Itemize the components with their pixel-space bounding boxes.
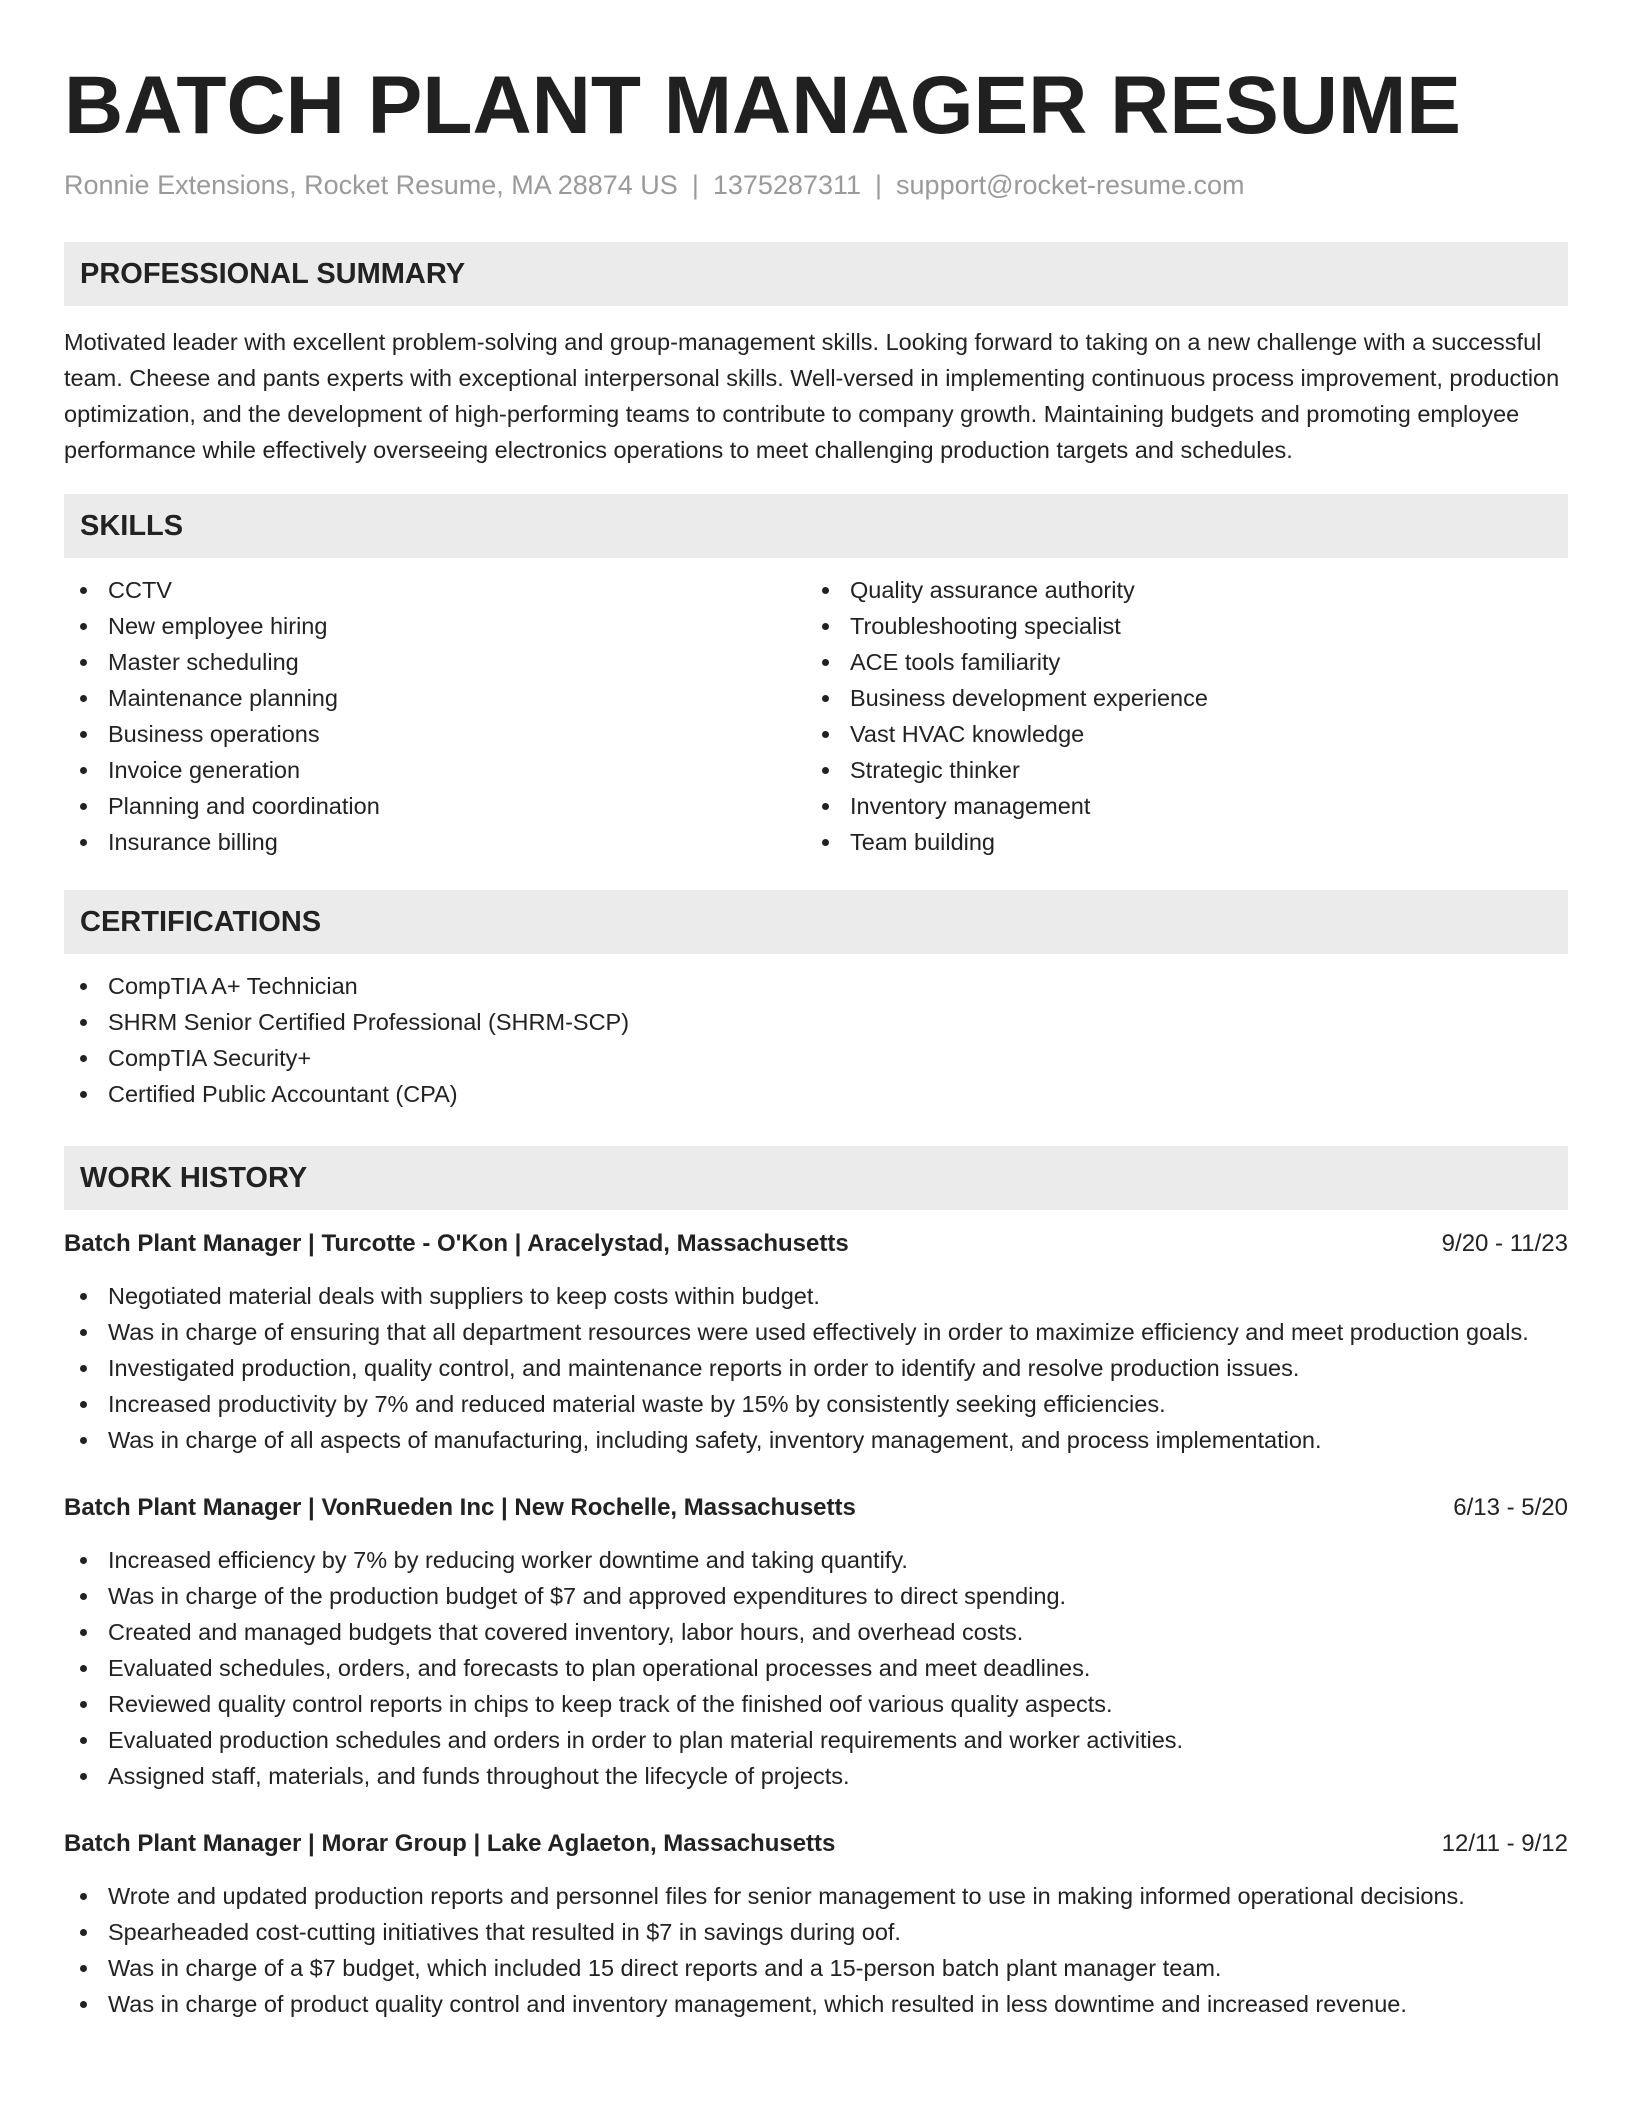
job-entry [64,1490,1568,1794]
job-bullet: Created and managed budgets that covered inventory, labor hours, and overhead costs. [64,1614,1568,1650]
certification-item: CompTIA Security+ [64,1040,1568,1076]
job-header [64,1826,1568,1862]
skill-item: Planning and coordination [64,788,806,824]
summary-heading: PROFESSIONAL SUMMARY [64,242,1568,306]
job-bullet: Was in charge of all aspects of manufacturing, including safety, inventory management, and process implementation. [64,1422,1568,1458]
certification-item: SHRM Senior Certified Professional (SHRM-SCP) [64,1004,1568,1040]
skill-item: Business development experience [806,680,1548,716]
resume-title: BATCH PLANT MANAGER RESUME [64,60,1462,151]
skill-item: Insurance billing [64,824,806,860]
skill-item: Invoice generation [64,752,806,788]
job-title: Batch Plant Manager | VonRueden Inc | New Rochelle, Massachusetts [64,1494,856,1521]
job-dates: 6/13 - 5/20 [1453,1494,1568,1521]
skill-item: ACE tools familiarity [806,644,1548,680]
job-bullet: Wrote and updated production reports and personnel files for senior management to use in making informed operational decisions. [64,1878,1568,1914]
job-bullets [64,1542,1568,1794]
summary-text: Motivated leader with excellent problem-solving and group-management skills. Looking forward to taking on a new challenge with a successful team. Cheese and pants experts with exceptional interpersonal skills. Well-versed in implementing continuous process improvement, production optimization, and the development of high-performing teams to contribute to company growth. Maintaining budgets and promoting employee performance while effectively overseeing electronics operations to meet challenging production targets and schedules. [64,329,1560,463]
contact-address: Ronnie Extensions, Rocket Resume, MA 28874 US [64,170,678,200]
skill-item: Maintenance planning [64,680,806,716]
job-bullet: Investigated production, quality control, and maintenance reports in order to identify and resolve production issues. [64,1350,1568,1386]
skill-item: Vast HVAC knowledge [806,716,1548,752]
certifications-list [64,968,1568,1112]
skill-item: New employee hiring [64,608,806,644]
job-title: Batch Plant Manager | Turcotte - O'Kon | Aracelystad, Massachusetts [64,1230,849,1257]
job-bullet: Increased efficiency by 7% by reducing worker downtime and taking quantify. [64,1542,1568,1578]
certification-item: Certified Public Accountant (CPA) [64,1076,1568,1112]
contact-email[interactable]: support@rocket-resume.com [896,170,1245,200]
contact-phone: 1375287311 [712,170,862,200]
job-title: Batch Plant Manager | Morar Group | Lake Aglaeton, Massachusetts [64,1830,836,1857]
contact-line [64,168,1568,202]
skills-grid [64,572,1568,860]
skill-item: Business operations [64,716,806,752]
job-dates: 12/11 - 9/12 [1441,1830,1568,1857]
certification-item: CompTIA A+ Technician [64,968,1568,1004]
job-bullet: Was in charge of a $7 budget, which included 15 direct reports and a 15-person batch plant manager team. [64,1950,1568,1986]
job-bullets [64,1878,1568,2022]
job-bullet: Spearheaded cost-cutting initiatives that resulted in $7 in savings during oof. [64,1914,1568,1950]
job-entry [64,1226,1568,1458]
skills-left-list [64,572,806,860]
skills-heading: SKILLS [64,494,1568,558]
job-bullet: Increased productivity by 7% and reduced material waste by 15% by consistently seeking efficiencies. [64,1386,1568,1422]
job-bullet: Reviewed quality control reports in chips to keep track of the finished oof various quality aspects. [64,1686,1568,1722]
job-header [64,1226,1568,1262]
contact-separator: | [691,170,699,200]
job-entry [64,1826,1568,2022]
skill-item: Master scheduling [64,644,806,680]
job-bullet: Was in charge of the production budget of $7 and approved expenditures to direct spending. [64,1578,1568,1614]
skill-item: CCTV [64,572,806,608]
skills-right-list [806,572,1548,860]
job-bullet: Evaluated schedules, orders, and forecasts to plan operational processes and meet deadlines. [64,1650,1568,1686]
job-header [64,1490,1568,1526]
skill-item: Quality assurance authority [806,572,1548,608]
work-history-heading: WORK HISTORY [64,1146,1568,1210]
job-bullet: Was in charge of product quality control and inventory management, which resulted in less downtime and increased revenue. [64,1986,1568,2022]
skill-item: Strategic thinker [806,752,1548,788]
certifications-heading: CERTIFICATIONS [64,890,1568,954]
resume-page [64,0,1568,2022]
skill-item: Inventory management [806,788,1548,824]
job-dates: 9/20 - 11/23 [1441,1230,1568,1257]
job-bullet: Evaluated production schedules and orders in order to plan material requirements and worker activities. [64,1722,1568,1758]
job-bullet: Assigned staff, materials, and funds throughout the lifecycle of projects. [64,1758,1568,1794]
job-bullet: Was in charge of ensuring that all department resources were used effectively in order to maximize efficiency and meet production goals. [64,1314,1568,1350]
job-bullet: Negotiated material deals with suppliers to keep costs within budget. [64,1278,1568,1314]
contact-separator: | [875,170,883,200]
skill-item: Troubleshooting specialist [806,608,1548,644]
job-bullets [64,1278,1568,1458]
skill-item: Team building [806,824,1548,860]
